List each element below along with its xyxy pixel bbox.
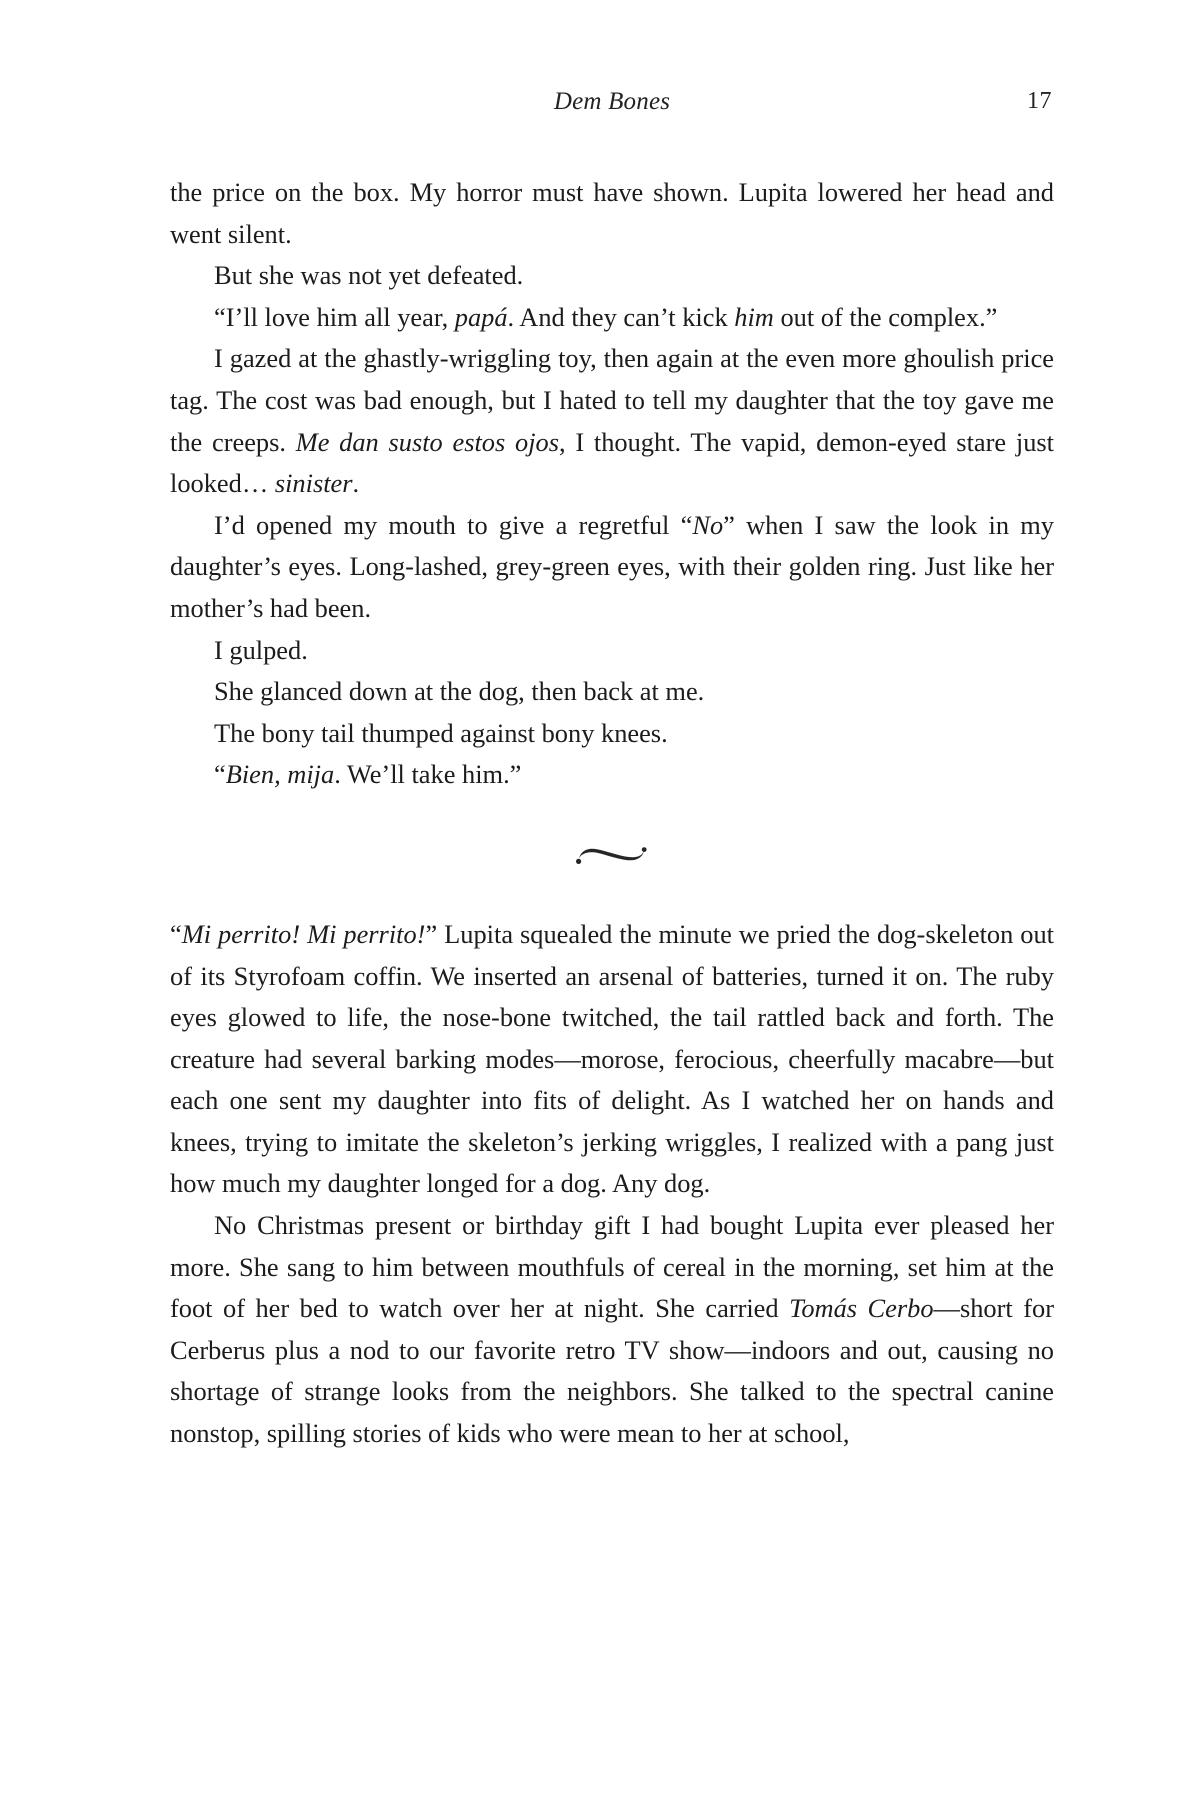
italic-run: Bien, mija xyxy=(225,759,335,790)
italic-run: Mi perrito! Mi perrito! xyxy=(181,918,426,949)
section-one xyxy=(170,172,1054,796)
paragraph: The bony tail thumped against bony knees. xyxy=(214,717,668,748)
section-break-ornament xyxy=(170,796,1054,914)
section-two xyxy=(170,914,1054,1455)
paragraph: “Bien, mija. We’ll take him.” xyxy=(214,759,522,790)
paragraph: I gazed at the ghastly-wriggling toy, then again at the even more ghoulish price tag. The cost was bad enough, but I hated to tell my daughter that the toy gave me the creeps. Me dan susto estos ojos, I thought. The vapid, demon-eyed stare just looked… sinister. xyxy=(170,343,1054,499)
swash-wave-ornament-icon xyxy=(574,840,650,870)
paragraph: But she was not yet defeated. xyxy=(214,260,524,291)
running-head xyxy=(172,88,1052,122)
paragraph: I gulped. xyxy=(214,634,308,665)
paragraph: the price on the box. My horror must have shown. Lupita lowered her head and went silent. xyxy=(170,177,1054,249)
paragraph: “Mi perrito! Mi perrito!” Lupita squealed the minute we pried the dog-skeleton out of its Styrofoam coffin. We inserted an arsenal of batteries, turned it on. The ruby eyes glowed to life, the nose-bone twitched, the tail rattled back and forth. The creature had several barking modes—morose, ferocious, cheerfully macabre—but each one sent my daughter into fits of delight. As I watched her on hands and knees, trying to imitate the skeleton’s jerking wriggles, I realized with a pang just how much my daughter longed for a dog. Any dog. xyxy=(170,918,1054,1199)
running-head-title: Dem Bones xyxy=(553,88,671,115)
paragraph: I’d opened my mouth to give a regretful “No” when I saw the look in my daughter’s eyes. Long-lashed, grey-green eyes, with their golden ring. Just like her mother’s had been. xyxy=(170,509,1054,623)
paragraph: No Christmas present or birthday gift I had bought Lupita ever pleased her more. She sang to him between mouthfuls of cereal in the morning, set him at the foot of her bed to watch over her at night. She carried Tomás Cerbo—short for Cerberus plus a nod to our favorite retro TV show—indoors and out, causing no shortage of strange looks from the neighbors. She talked to the spectral canine nonstop, spilling stories of kids who were mean to her at school, xyxy=(170,1210,1054,1449)
text-block xyxy=(170,172,1054,1455)
italic-run: No xyxy=(692,509,724,540)
italic-run: papá xyxy=(454,301,508,332)
italic-run: Me dan susto estos ojos xyxy=(295,426,560,457)
italic-run: Tomás Cerbo xyxy=(789,1293,934,1324)
page-number: 17 xyxy=(1027,88,1052,114)
paragraph: “I’ll love him all year, papá. And they can’t kick him out of the complex.” xyxy=(214,301,998,332)
italic-run: him xyxy=(734,301,774,332)
italic-run: sinister xyxy=(274,468,353,499)
paragraph: She glanced down at the dog, then back at me. xyxy=(214,676,705,707)
